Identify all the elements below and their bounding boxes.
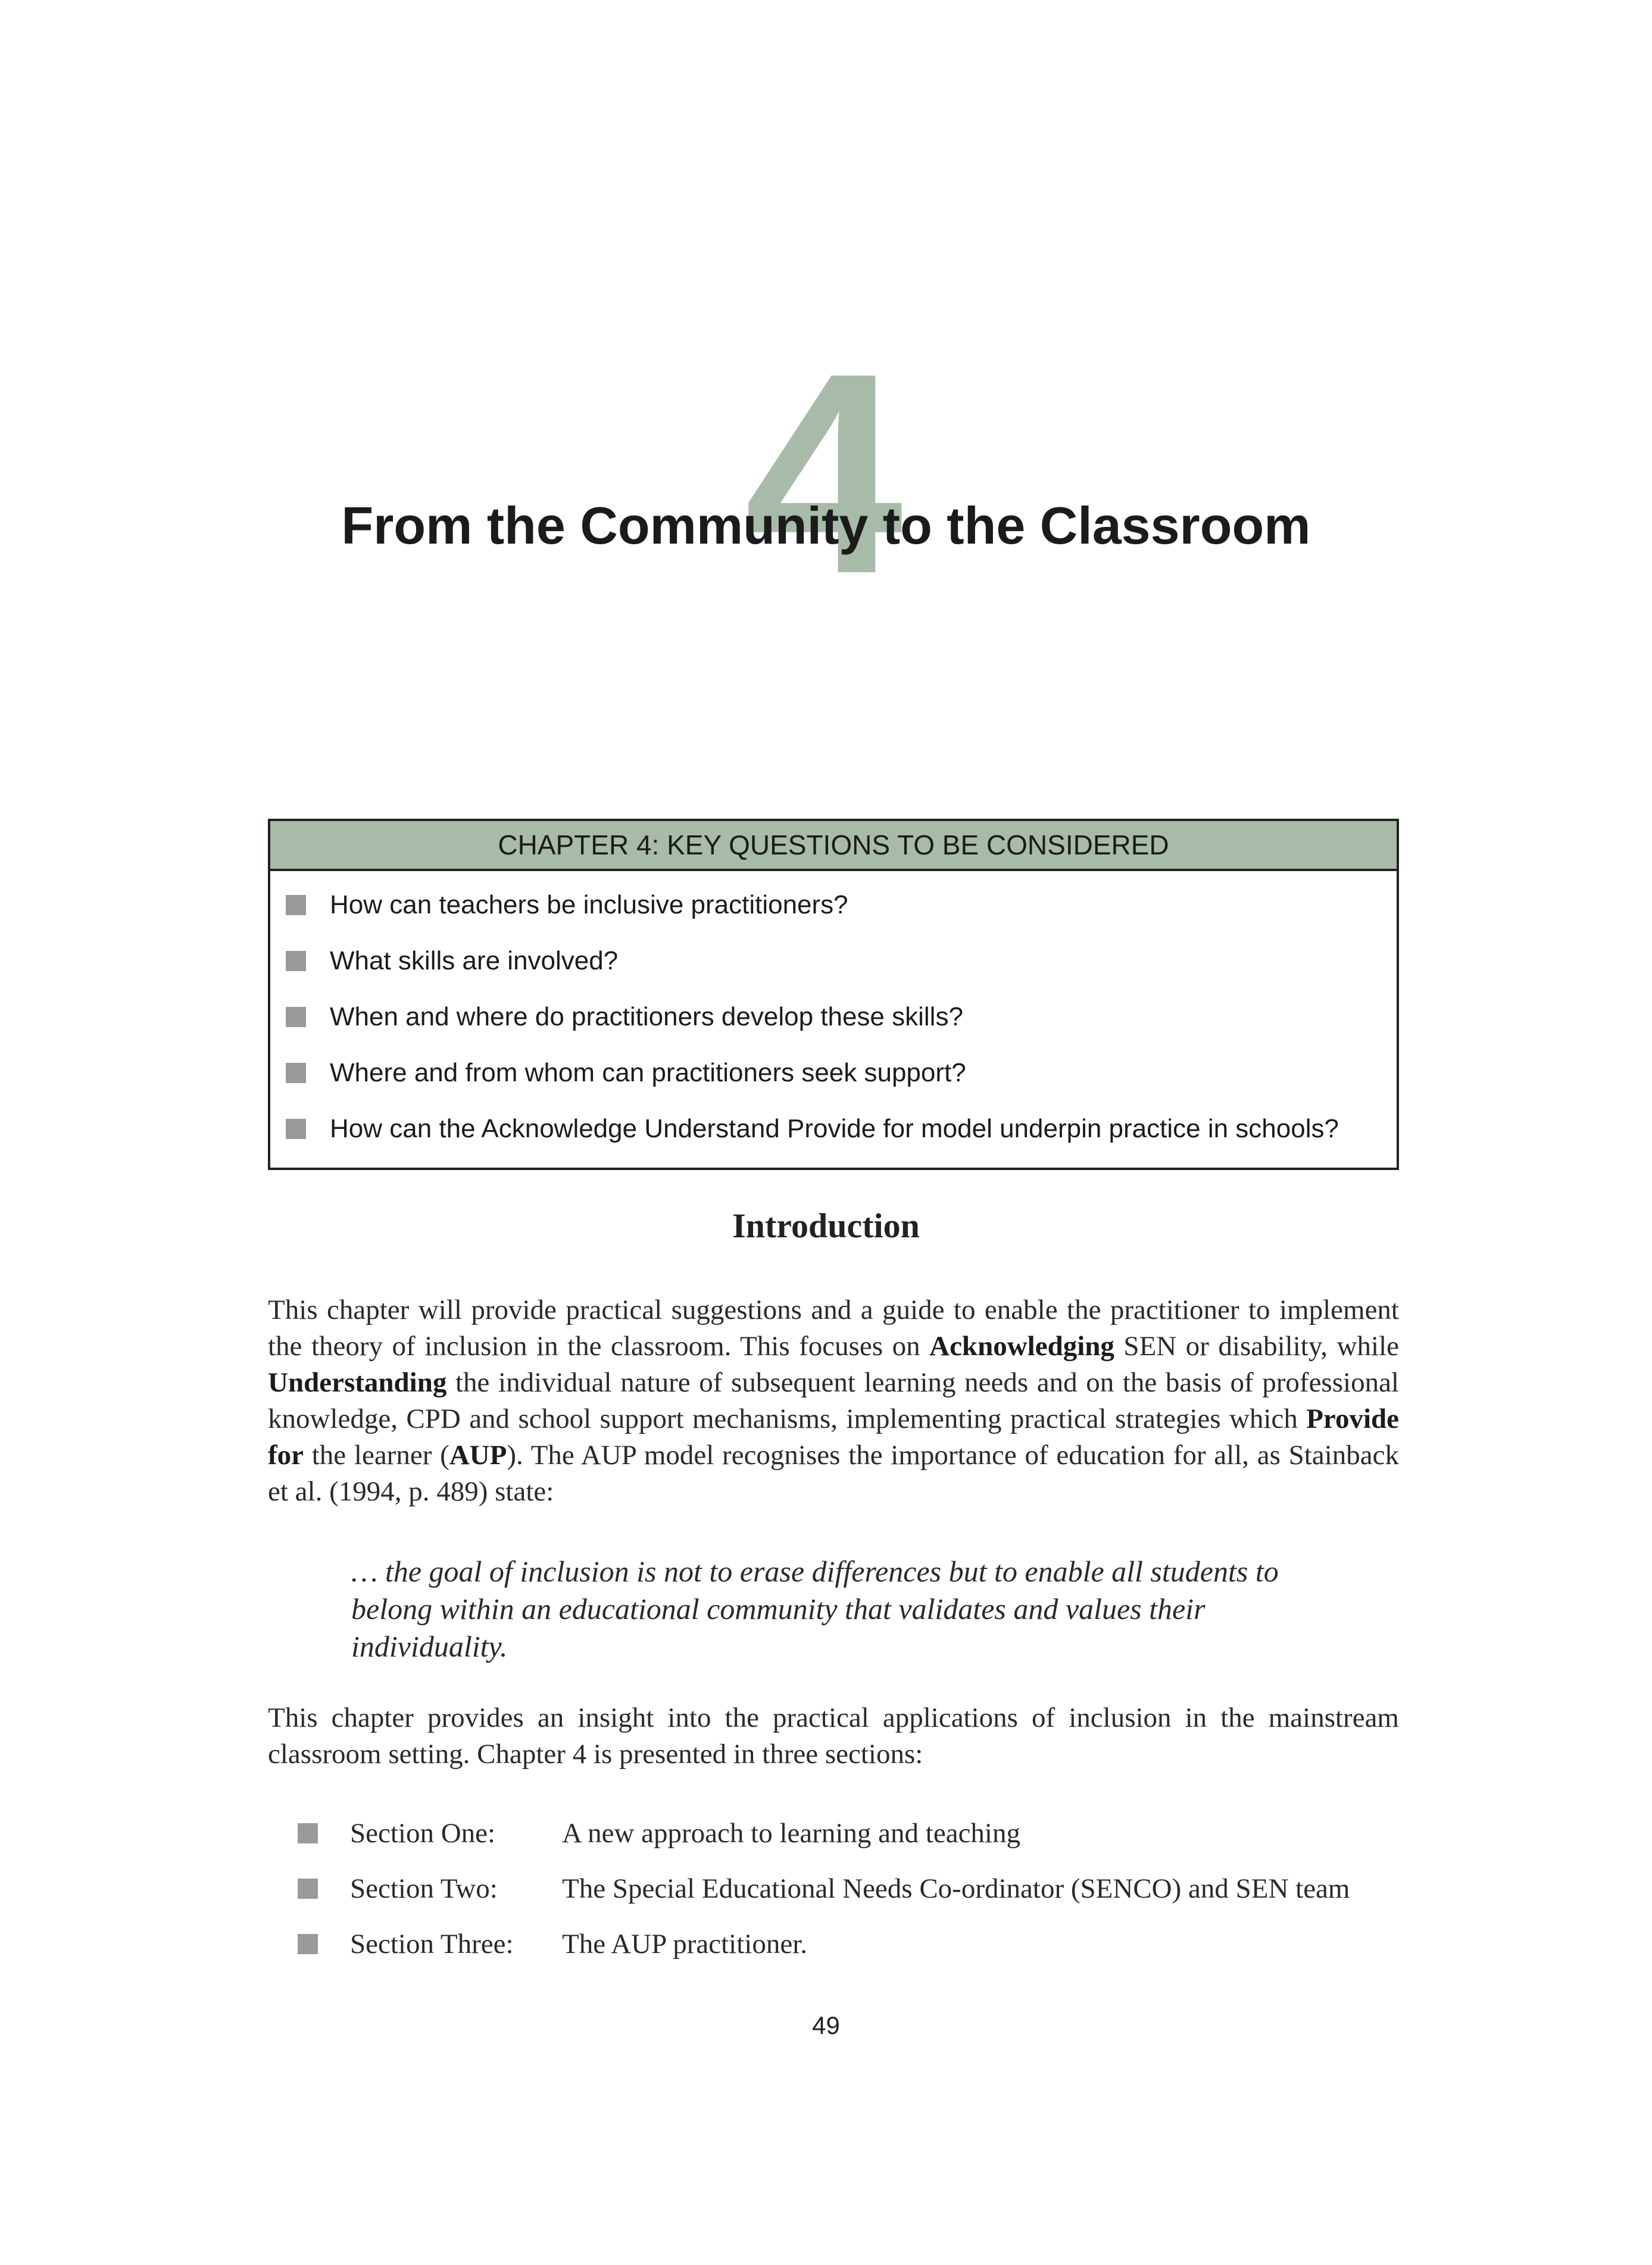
square-bullet-icon <box>298 1879 318 1899</box>
section-label: Section One: <box>350 1817 496 1849</box>
introduction-heading: Introduction <box>732 1206 920 1245</box>
key-question-item <box>270 1045 1397 1101</box>
bold-term-understanding: Understanding <box>268 1367 447 1398</box>
square-bullet-icon <box>286 1119 306 1139</box>
square-bullet-icon <box>286 951 306 971</box>
key-questions-list <box>270 871 1397 1168</box>
section-item <box>298 1916 1429 1971</box>
chapter-number: 4 <box>744 313 903 633</box>
key-question-item <box>270 1101 1397 1157</box>
square-bullet-icon <box>286 1063 306 1083</box>
square-bullet-icon <box>286 1007 306 1027</box>
square-bullet-icon <box>298 1934 318 1954</box>
key-questions-header: CHAPTER 4: KEY QUESTIONS TO BE CONSIDERED <box>270 821 1397 871</box>
section-text: The AUP practitioner. <box>562 1928 808 1960</box>
key-question-text: Where and from whom can practitioners seek support? <box>330 1058 966 1087</box>
paragraph-text: This chapter will provide practical suggestions and a guide to enable the practitioner to implement the theory of inclusion in the classroom. This focuses on <box>268 1294 1399 1362</box>
bold-term-acknowledging: Acknowledging <box>929 1331 1114 1362</box>
key-question-text: What skills are involved? <box>330 946 619 975</box>
section-label: Section Two: <box>350 1873 498 1904</box>
introduction-paragraph <box>268 1292 1399 1510</box>
paragraph-text: SEN or disability, while <box>1114 1331 1399 1362</box>
page-number: 49 <box>812 2011 840 2039</box>
key-question-item <box>270 989 1397 1045</box>
section-text: The Special Educational Needs Co-ordinator (SENCO) and SEN team <box>562 1873 1350 1904</box>
key-question-item <box>270 877 1397 933</box>
sections-list <box>298 1805 1429 1971</box>
section-label: Section Three: <box>350 1928 514 1960</box>
sections-intro-paragraph: This chapter provides an insight into the practical applications of inclusion in the mainstream classroom setting. Chapter 4 is presented in three sections: <box>268 1702 1399 1770</box>
section-text: A new approach to learning and teaching <box>562 1817 1020 1849</box>
chapter-title: From the Community to the Classroom <box>341 496 1311 555</box>
block-quote: … the goal of inclusion is not to erase differences but to enable all students to belong within an educational community that validates and values their individuality. <box>351 1555 1279 1663</box>
paragraph-text: the learner ( <box>304 1440 449 1471</box>
paragraph-text: ). The AUP model recognises the importance of education for all, as Stainback et al. (1994, p. 489) state: <box>268 1440 1399 1507</box>
paragraph-text: the individual nature of subsequent learning needs and on the basis of professional knowledge, CPD and school support mechanisms, implementing practical strategies which <box>268 1367 1399 1434</box>
bold-term-provide-for: Provide for <box>268 1403 1399 1471</box>
key-question-item <box>270 933 1397 989</box>
square-bullet-icon <box>286 895 306 915</box>
key-question-text: How can the Acknowledge Understand Provide for model underpin practice in schools? <box>330 1114 1339 1143</box>
key-questions-box <box>268 819 1399 1170</box>
bold-term-aup: AUP <box>449 1440 507 1471</box>
key-question-text: How can teachers be inclusive practitioners? <box>330 890 848 919</box>
square-bullet-icon <box>298 1823 318 1843</box>
section-item <box>298 1805 1429 1861</box>
key-question-text: When and where do practitioners develop these skills? <box>330 1002 963 1031</box>
section-item <box>298 1861 1429 1916</box>
